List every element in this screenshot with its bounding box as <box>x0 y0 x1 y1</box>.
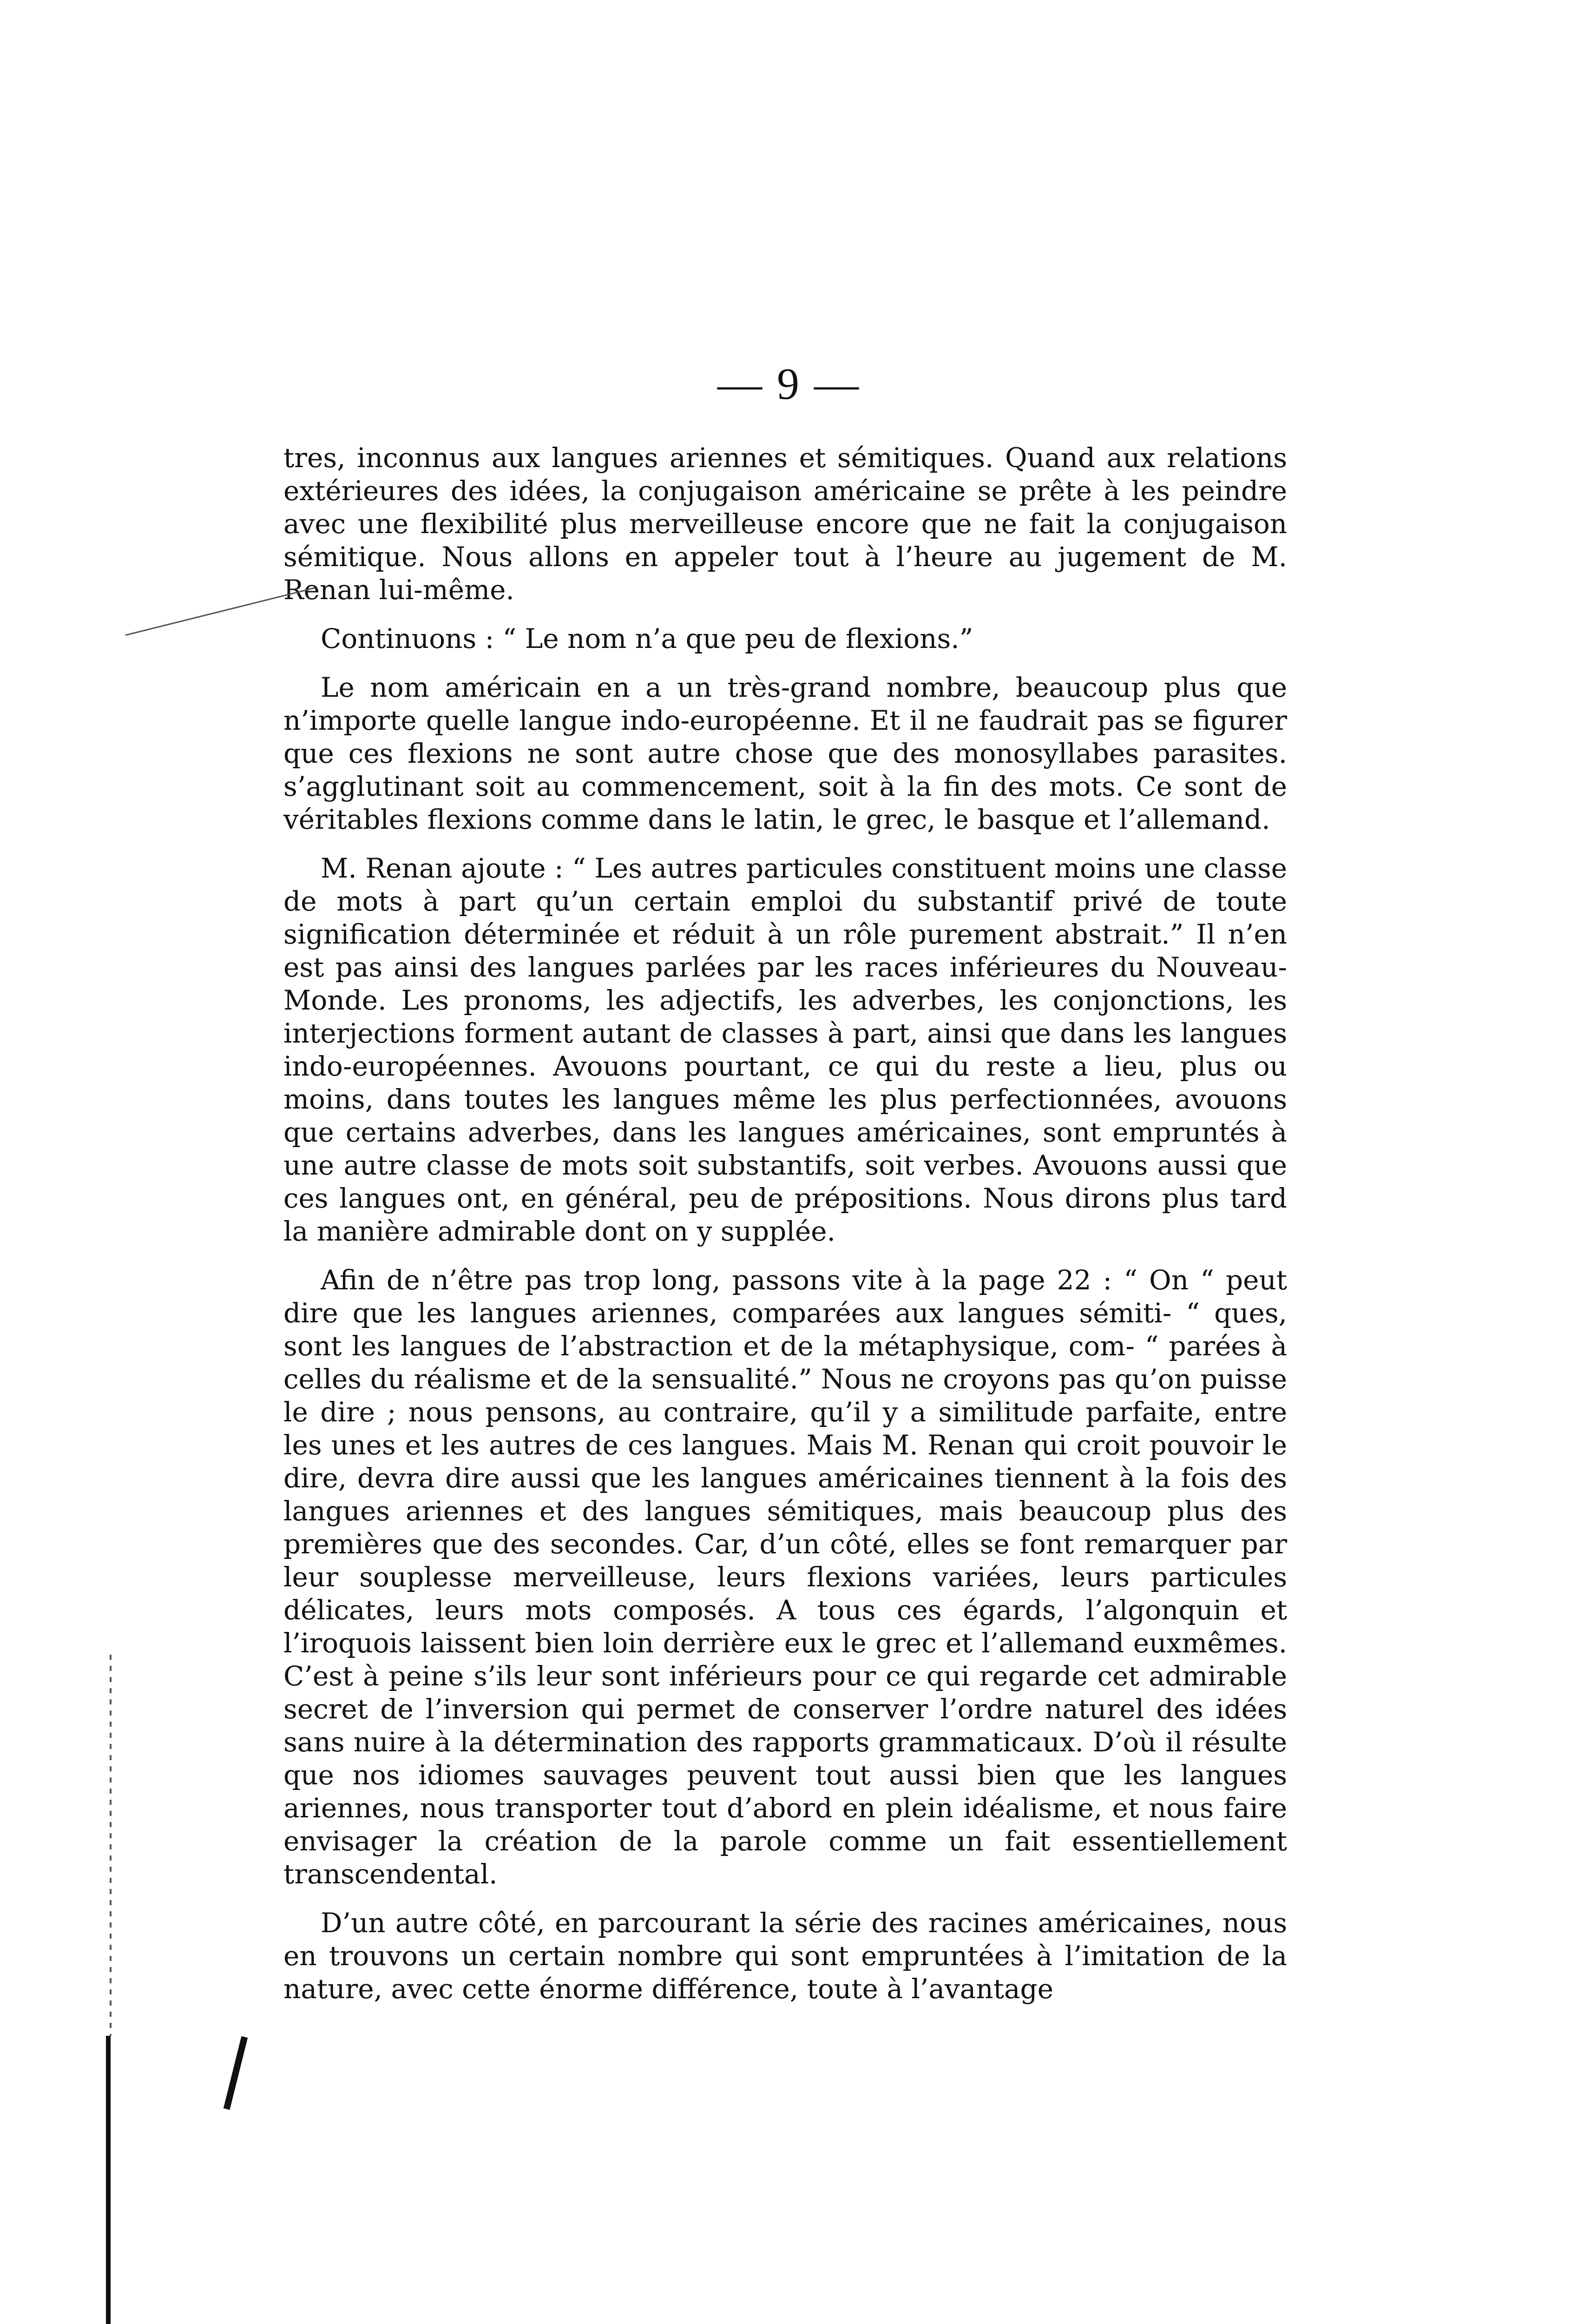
paragraph-4: M. Renan ajoute : “ Les autres particules constituent moins une classe de mots à part qu’un certain emploi du substantif privé de toute signification déterminée et réduit à un rôle purement abstrait.” Il n’en est pas ainsi des langues parlées par les races inférieures du Nouveau-Monde. Les pronoms, les adjectifs, les adverbes, les conjonctions, les interjections forment autant de classes à part, ainsi que dans les langues indo-européennes. Avouons pourtant, ce qui du reste a lieu, plus ou moins, dans toutes les langues même les plus perfectionnées, avouons que certains adverbes, dans les langues américaines, sont empruntés à une autre classe de mots soit substantifs, soit verbes. Avouons aussi que ces langues ont, en général, peu de prépositions. Nous dirons plus tard la manière admirable dont on y supplée. <box>283 852 1287 1247</box>
paragraph-1: tres, inconnus aux langues ariennes et sémitiques. Quand aux relations extérieures des idées, la conjugaison américaine se prête à les peindre avec une flexibilité plus merveilleuse encore que ne fait la conjugaison sémitique. Nous allons en appeler tout à l’heure au jugement de M. Renan lui-même. <box>283 442 1287 606</box>
paragraph-6: D’un autre côté, en parcourant la série des racines américaines, nous en trouvons un certain nombre qui sont empruntées à l’imitation de la nature, avec cette énorme différence, toute à l’avantage <box>283 1907 1287 2005</box>
left-margin-rule <box>106 2036 111 2324</box>
body-text <box>283 442 1287 2006</box>
paragraph-3: Le nom américain en a un très-grand nombre, beaucoup plus que n’importe quelle langue indo-européenne. Et il ne faudrait pas se figurer que ces flexions ne sont autre chose que des monosyllabes parasites. s’agglutinant soit au commencement, soit à la fin des mots. Ce sont de véritables flexions comme dans le latin, le grec, le basque et l’allemand. <box>283 672 1287 835</box>
paragraph-2: Continuons : “ Le nom n’a que peu de flexions.” <box>321 623 973 654</box>
left-margin-dotted-rule <box>110 1655 112 2036</box>
paragraph-5: Afin de n’être pas trop long, passons vite à la page 22 : “ On “ peut dire que les langues ariennes, comparées aux langues sémiti- “ ques, sont les langues de l’abstraction et de la métaphysique, com- “ parées à celles du réalisme et de la sensualité.” Nous ne croyons pas qu’on puisse le dire ; nous pensons, au contraire, qu’il y a similitude parfaite, entre les unes et les autres de ces langues. Mais M. Renan qui croit pouvoir le dire, devra dire aussi que les langues américaines tiennent à la fois des langues ariennes et des langues sémitiques, mais beaucoup plus des premières que des secondes. Car, d’un côté, elles se font remarquer par leur souplesse merveilleuse, leurs flexions variées, leurs particules délicates, leurs mots composés. A tous ces égards, l’algonquin et l’iroquois laissent bien loin derrière eux le grec et l’allemand euxmêmes. C’est à peine s’ils leur sont inférieurs pour ce qui regarde cet admirable secret de l’inversion qui permet de conserver l’ordre naturel des idées sans nuire à la détermination des rapports grammaticaux. D’où il résulte que nos idiomes sauvages peuvent tout aussi bien que les langues ariennes, nous transporter tout d’abord en plein idéalisme, et nous faire envisager la création de la parole comme un fait essentiellement transcendental. <box>283 1264 1287 1890</box>
margin-mark-stroke <box>224 2036 248 2110</box>
page-number: — 9 — <box>717 359 861 409</box>
